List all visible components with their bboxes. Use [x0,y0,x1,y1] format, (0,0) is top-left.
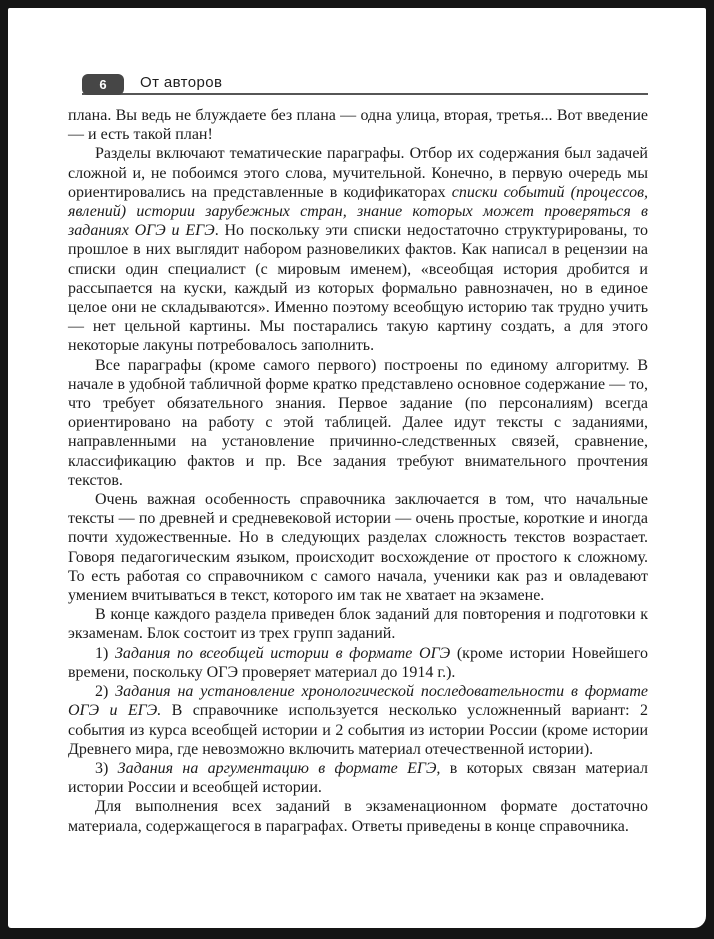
book-page [8,8,706,928]
text-segment: (кроме истории Новейшего времени, поскольку ОГЭ проверяет материал до 1914 г.). [68,644,649,681]
paragraph-2 [68,144,648,355]
italic-segment: Задания по всеобщей истории в формате ОГЭ [114,644,451,662]
paragraph-7 [68,682,648,759]
page-number-badge: 6 [82,74,124,95]
paragraph-4 [68,490,648,605]
paragraph-3 [68,356,648,490]
text-segment: 3) [95,759,118,777]
page-body [68,106,648,836]
text-segment: Для выполнения всех заданий в экзаменационном формате достаточно материала, содержащегося в параграфах. Ответы приведены в конце справочника. [68,798,648,835]
text-segment: В конце каждого раздела приведен блок заданий для повторения и подготовки к экзаменам. Блок состоит из трех групп заданий. [68,606,648,643]
paragraph-8 [68,759,648,797]
italic-segment: Задания на установление хронологической последовательности в формате ОГЭ и ЕГЭ. [68,683,649,720]
italic-segment: Задания на аргументацию в формате ЕГЭ, [117,759,441,777]
text-segment: плана. Вы ведь не блуждаете без плана — одна улица, вторая, третья... Вот введение — и есть такой план! [68,107,648,144]
header-rule [82,93,648,95]
paragraph-5 [68,605,648,643]
text-segment: . Но поскольку эти списки недостаточно структурированы, то прошлое в них выглядит набором разновеликих фактов. Как написал в рецензии на списки один специалист (с мировым именем), «всеобщая история дробится и рассыпается на куски, каждый из которых формально равнозначен, но в единое целое они не складываются». Именно поэтому всеобщую историю так трудно учить — нет цельной картины. Мы постарались такую картину создать, а для этого некоторые лакуны потребовалось заполнить. [68,222,649,355]
page-header [68,65,656,95]
page-title: От авторов [140,74,223,91]
italic-segment: списки событий (процессов, явлений) истории зарубежных стран, знание которых может проверяться в заданиях ОГЭ и ЕГЭ [68,183,649,240]
text-segment: Разделы включают тематические параграфы. Отбор их содержания был задачей сложной и, не побоимся этого слова, мучительной. Конечно, в первую очередь мы ориентировались на представленные в кодификаторах [68,145,648,201]
text-segment: 1) [95,644,115,662]
text-segment: В справочнике используется несколько усложненный вариант: 2 события из курса всеобщей истории и 2 события из истории России (кроме истории Древнего мира, где невозможно включить материал отечественной истории). [68,702,649,758]
text-segment: Очень важная особенность справочника заключается в том, что начальные тексты — по древней и средневековой истории — очень простые, короткие и иногда почти художественные. Но в следующих разделах сложность текстов возрастает. Говоря педагогическим языком, происходит восхождение от простого к сложному. То есть работая со справочником с самого начала, ученики как раз и овладевают умением вчитываться в текст, которого им так не хватает на экзамене. [68,491,648,605]
paragraph-9 [68,797,648,835]
paragraph-6 [68,644,648,682]
text-segment: в которых связан материал истории России и всеобщей истории. [68,759,648,797]
text-segment: 2) [95,683,116,701]
text-segment: Все параграфы (кроме самого первого) построены по единому алгоритму. В начале в удобной табличной форме кратко представлено основное содержание — то, что требует обязательного знания. Первое задание (по персоналиям) всегда ориентировано на работу с этой таблицей. Далее идут тексты с заданиями, направленными на установление причинно-следственных связей, сравнение, классификацию фактов и пр. Все задания требуют внимательного прочтения текстов. [68,356,648,489]
paragraph-1 [68,106,648,144]
